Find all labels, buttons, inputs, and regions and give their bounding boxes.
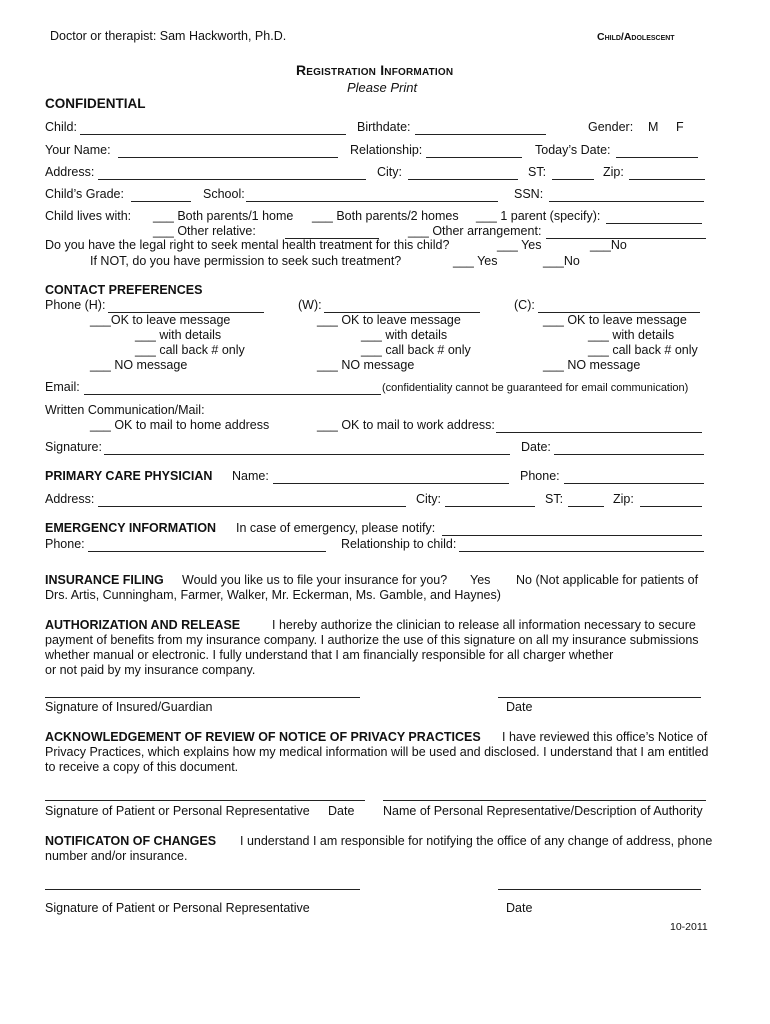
changes-text-1: I understand I am responsible for notifying the office of any change of address, phone bbox=[240, 834, 713, 848]
confidential-label: CONFIDENTIAL bbox=[45, 96, 146, 111]
privacy-name-line[interactable] bbox=[383, 800, 706, 801]
changes-heading: NOTIFICATON OF CHANGES bbox=[45, 834, 217, 848]
one-parent-specify-field[interactable] bbox=[606, 209, 702, 224]
your-name-label: Your Name: bbox=[45, 143, 111, 157]
emergency-phone-label: Phone: bbox=[45, 537, 85, 551]
changes-text-2: number and/or insurance. bbox=[45, 849, 188, 863]
permission-yes-option[interactable]: ___ Yes bbox=[453, 254, 498, 268]
authorization-text-4: or not paid by my insurance company. bbox=[45, 663, 256, 677]
phone-cell-label: (C): bbox=[514, 298, 535, 312]
gender-label: Gender: bbox=[588, 120, 634, 134]
emergency-notify-field[interactable] bbox=[442, 521, 702, 536]
ssn-label: SSN: bbox=[514, 187, 544, 201]
legal-right-question: Do you have the legal right to seek mental health treatment for this child? bbox=[45, 238, 450, 252]
privacy-signature-line[interactable] bbox=[45, 800, 365, 801]
work-call-back-only[interactable]: ___ call back # only bbox=[361, 343, 471, 357]
privacy-heading: ACKNOWLEDGEMENT OF REVIEW OF NOTICE OF PRIVACY PRACTICES bbox=[45, 730, 481, 744]
doctor-name: Doctor or therapist: Sam Hackworth, Ph.D. bbox=[50, 29, 287, 43]
address-field[interactable] bbox=[98, 165, 366, 180]
home-call-back-only[interactable]: ___ call back # only bbox=[135, 343, 245, 357]
other-relative-field[interactable] bbox=[285, 224, 379, 239]
changes-signature-label: Signature of Patient or Personal Representative bbox=[45, 901, 310, 915]
changes-date-label: Date bbox=[506, 901, 533, 915]
physician-st-field[interactable] bbox=[568, 492, 604, 507]
cell-call-back-only[interactable]: ___ call back # only bbox=[588, 343, 698, 357]
relationship-label: Relationship: bbox=[350, 143, 423, 157]
child-name-field[interactable] bbox=[80, 120, 346, 135]
other-arrangement-field[interactable] bbox=[546, 224, 706, 239]
gender-f-option[interactable]: F bbox=[676, 120, 684, 134]
lives-with-label: Child lives with: bbox=[45, 209, 132, 223]
st-field[interactable] bbox=[552, 165, 594, 180]
school-label: School: bbox=[203, 187, 245, 201]
zip-field[interactable] bbox=[629, 165, 705, 180]
insured-date-label: Date bbox=[506, 700, 533, 714]
physician-city-label: City: bbox=[416, 492, 441, 506]
work-ok-leave-message[interactable]: ___ OK to leave message bbox=[317, 313, 461, 327]
written-communication-label: Written Communication/Mail: bbox=[45, 403, 205, 417]
form-category: Child/Adolescent bbox=[597, 31, 675, 43]
physician-zip-field[interactable] bbox=[640, 492, 702, 507]
privacy-signature-label: Signature of Patient or Personal Representative bbox=[45, 804, 310, 818]
insurance-heading: INSURANCE FILING bbox=[45, 573, 164, 587]
insured-signature-label: Signature of Insured/Guardian bbox=[45, 700, 213, 714]
emergency-relationship-field[interactable] bbox=[459, 537, 704, 552]
city-label: City: bbox=[377, 165, 402, 179]
both-parents-one-home-option[interactable]: ___ Both parents/1 home bbox=[153, 209, 294, 223]
changes-signature-line[interactable] bbox=[45, 889, 360, 890]
todays-date-field[interactable] bbox=[616, 143, 698, 158]
privacy-date-label: Date bbox=[328, 804, 355, 818]
home-ok-leave-message[interactable]: ___OK to leave message bbox=[90, 313, 231, 327]
grade-label: Child’s Grade: bbox=[45, 187, 124, 201]
physician-phone-field[interactable] bbox=[564, 469, 704, 484]
contact-date-field[interactable] bbox=[554, 440, 704, 455]
insurance-no-option[interactable]: No (Not applicable for patients of bbox=[516, 573, 699, 587]
ssn-field[interactable] bbox=[549, 187, 704, 202]
other-relative-option[interactable]: ___ Other relative: bbox=[153, 224, 256, 238]
authorization-text-3: whether manual or electronic. I fully understand that I am financially responsible for all charger whether bbox=[45, 648, 614, 662]
contact-signature-label: Signature: bbox=[45, 440, 102, 454]
page-subtitle: Please Print bbox=[347, 80, 418, 95]
form-version: 10-2011 bbox=[670, 921, 708, 933]
one-parent-option[interactable]: ___ 1 parent (specify): bbox=[476, 209, 601, 223]
contact-date-label: Date: bbox=[521, 440, 551, 454]
st-label: ST: bbox=[528, 165, 547, 179]
changes-date-line[interactable] bbox=[498, 889, 701, 890]
physician-phone-label: Phone: bbox=[520, 469, 560, 483]
email-confidentiality-note: (confidentiality cannot be guaranteed for email communication) bbox=[382, 382, 689, 394]
insurance-question: Would you like us to file your insurance for you? bbox=[182, 573, 448, 587]
other-arrangement-option[interactable]: ___ Other arrangement: bbox=[408, 224, 542, 238]
privacy-text-1: I have reviewed this office’s Notice of bbox=[502, 730, 708, 744]
insurance-yes-option[interactable]: Yes bbox=[470, 573, 491, 587]
relationship-field[interactable] bbox=[426, 143, 522, 158]
permission-no-option[interactable]: ___No bbox=[543, 254, 580, 268]
emergency-notify-label: In case of emergency, please notify: bbox=[236, 521, 436, 535]
authorization-heading: AUTHORIZATION AND RELEASE bbox=[45, 618, 241, 632]
phone-work-field[interactable] bbox=[324, 298, 480, 313]
insurance-note: Drs. Artis, Cunningham, Farmer, Walker, Mr. Eckerman, Ms. Gamble, and Haynes) bbox=[45, 588, 501, 602]
zip-label: Zip: bbox=[603, 165, 624, 179]
insured-date-line[interactable] bbox=[498, 697, 701, 698]
phone-home-label: Phone (H): bbox=[45, 298, 106, 312]
mail-work-option[interactable]: ___ OK to mail to work address: bbox=[317, 418, 495, 432]
email-field[interactable] bbox=[84, 380, 381, 395]
legal-right-yes-option[interactable]: ___ Yes bbox=[497, 238, 542, 252]
todays-date-label: Today’s Date: bbox=[535, 143, 611, 157]
physician-name-field[interactable] bbox=[273, 469, 509, 484]
authorization-text-1: I hereby authorize the clinician to release all information necessary to secure bbox=[272, 618, 696, 632]
emergency-relationship-label: Relationship to child: bbox=[341, 537, 457, 551]
insured-signature-line[interactable] bbox=[45, 697, 360, 698]
physician-zip-label: Zip: bbox=[613, 492, 634, 506]
physician-address-label: Address: bbox=[45, 492, 95, 506]
contact-preferences-heading: CONTACT PREFERENCES bbox=[45, 283, 203, 297]
physician-name-label: Name: bbox=[232, 469, 269, 483]
grade-field[interactable] bbox=[131, 187, 191, 202]
both-parents-two-homes-option[interactable]: ___ Both parents/2 homes bbox=[312, 209, 459, 223]
home-with-details[interactable]: ___ with details bbox=[135, 328, 222, 342]
phone-cell-field[interactable] bbox=[538, 298, 700, 313]
cell-with-details[interactable]: ___ with details bbox=[588, 328, 675, 342]
physician-address-field[interactable] bbox=[98, 492, 406, 507]
school-field[interactable] bbox=[246, 187, 498, 202]
child-label: Child: bbox=[45, 120, 77, 134]
work-with-details[interactable]: ___ with details bbox=[361, 328, 448, 342]
city-field[interactable] bbox=[408, 165, 518, 180]
phone-work-label: (W): bbox=[298, 298, 322, 312]
birthdate-label: Birthdate: bbox=[357, 120, 411, 134]
cell-ok-leave-message[interactable]: ___ OK to leave message bbox=[543, 313, 687, 327]
privacy-text-3: to receive a copy of this document. bbox=[45, 760, 239, 774]
emergency-heading: EMERGENCY INFORMATION bbox=[45, 521, 217, 535]
contact-signature-field[interactable] bbox=[104, 440, 510, 455]
privacy-name-label: Name of Personal Representative/Description of Authority bbox=[383, 804, 703, 818]
email-label: Email: bbox=[45, 380, 80, 394]
authorization-text-2: payment of benefits from my insurance company. I authorize the use of this signature on all my insurance submissions bbox=[45, 633, 699, 647]
legal-right-no-option[interactable]: ___No bbox=[590, 238, 627, 252]
birthdate-field[interactable] bbox=[415, 120, 546, 135]
physician-st-label: ST: bbox=[545, 492, 564, 506]
gender-m-option[interactable]: M bbox=[648, 120, 659, 134]
privacy-text-2: Privacy Practices, which explains how my medical information will be used and disclosed. I understand that I am entitled bbox=[45, 745, 709, 759]
primary-care-heading: PRIMARY CARE PHYSICIAN bbox=[45, 469, 213, 483]
cell-no-message[interactable]: ___ NO message bbox=[543, 358, 641, 372]
page-title: Registration Information bbox=[296, 62, 454, 78]
emergency-phone-field[interactable] bbox=[88, 537, 326, 552]
address-label: Address: bbox=[45, 165, 95, 179]
permission-question: If NOT, do you have permission to seek such treatment? bbox=[90, 254, 402, 268]
your-name-field[interactable] bbox=[118, 143, 338, 158]
work-address-field[interactable] bbox=[496, 418, 702, 433]
home-no-message[interactable]: ___ NO message bbox=[90, 358, 188, 372]
mail-home-option[interactable]: ___ OK to mail to home address bbox=[90, 418, 270, 432]
physician-city-field[interactable] bbox=[445, 492, 535, 507]
phone-home-field[interactable] bbox=[108, 298, 264, 313]
work-no-message[interactable]: ___ NO message bbox=[317, 358, 415, 372]
